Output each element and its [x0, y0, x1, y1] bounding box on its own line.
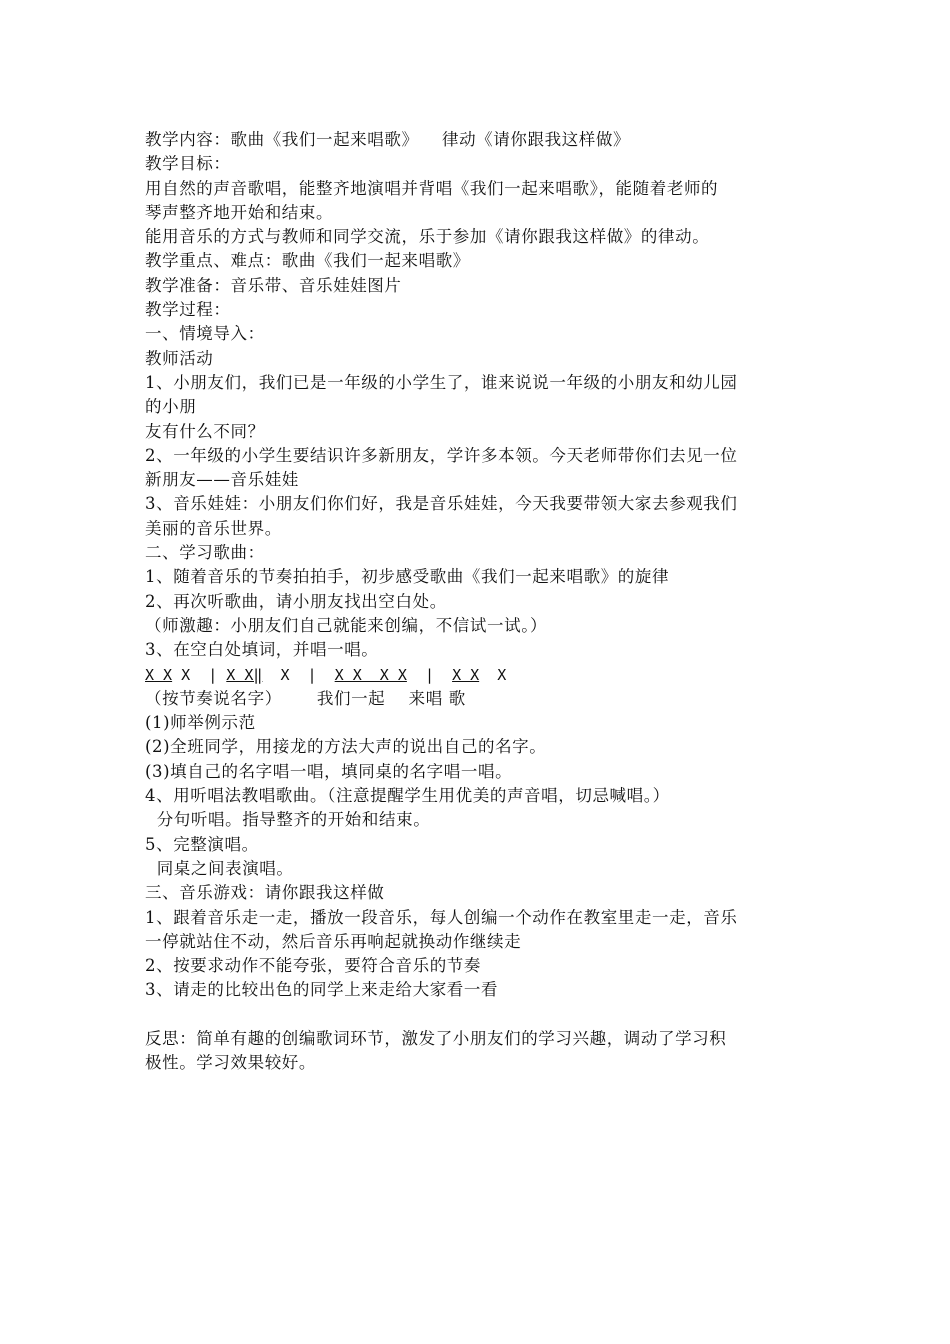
text-line: 5、完整演唱。 — [145, 834, 259, 854]
text-line: 教学准备：音乐带、音乐娃娃图片 — [145, 275, 402, 295]
text-line: 用自然的声音歌唱，能整齐地演唱并背唱《我们一起来唱歌》，能随着老师的 — [145, 178, 719, 198]
text-line: 4、用听唱法教唱歌曲。（注意提醒学生用优美的声音唱，切忌喊唱。） — [145, 786, 670, 806]
text-line: 同桌之间表演唱。 — [145, 858, 294, 878]
rhythm-group: | — [406, 665, 453, 684]
rhythm-group: X | — [172, 665, 227, 684]
text-line: 友有什么不同？ — [145, 421, 265, 441]
text-line: 琴声整齐地开始和结束。 — [145, 202, 334, 222]
text-line: 美丽的音乐世界。 — [145, 518, 282, 538]
text-line: 能用音乐的方式与教师和同学交流，乐于参加《请你跟我这样做》的律动。 — [145, 227, 710, 247]
text-line: 1、跟着音乐走一走，播放一段音乐，每人创编一个动作在教室里走一走，音乐 — [145, 907, 738, 927]
text-line: (2)全班同学，用接龙的方法大声的说出自己的名字。 — [145, 737, 547, 757]
text-line: 的小朋 — [145, 397, 197, 417]
text-line: 教学目标： — [145, 154, 231, 174]
rhythm-group: X X — [145, 665, 173, 684]
rhythm-group: X X‖ — [226, 665, 263, 684]
text-line: 1、小朋友们，我们已是一年级的小学生了，谁来说说一年级的小朋友和幼儿园 — [145, 372, 738, 392]
text-line: 新朋友——音乐娃娃 — [145, 470, 299, 490]
text-line: 教师活动 — [145, 348, 214, 368]
blank-line — [145, 1003, 815, 1027]
text-line: 3、请走的比较出色的同学上来走给大家看一看 — [145, 980, 499, 1000]
text-line: （按节奏说名字） 我们一起 来唱 歌 — [145, 688, 466, 708]
text-line: 1、随着音乐的节奏拍拍手，初步感受歌曲《我们一起来唱歌》的旋律 — [145, 567, 670, 587]
text-line: 3、音乐娃娃：小朋友们你们好，我是音乐娃娃，今天我要带领大家去参观我们 — [145, 494, 738, 514]
rhythm-group: X | — [262, 665, 335, 684]
text-line: 2、一年级的小学生要结识许多新朋友，学许多本领。今天老师带你们去见一位 — [145, 445, 738, 465]
text-line: 教学过程： — [145, 300, 231, 320]
text-line: 2、再次听歌曲，请小朋友找出空白处。 — [145, 591, 447, 611]
rhythm-group: X X X X — [334, 665, 407, 684]
text-line: 2、按要求动作不能夸张，要符合音乐的节奏 — [145, 956, 481, 976]
reflection-line: 反思：简单有趣的创编歌词环节，激发了小朋友们的学习兴趣，调动了学习积 — [145, 1028, 727, 1048]
text-line: 二、学习歌曲： — [145, 543, 265, 563]
lesson-plan-text — [145, 128, 815, 1076]
rhythm-group: X X — [452, 665, 480, 684]
text-line: 一、情境导入： — [145, 324, 265, 344]
text-line: 3、在空白处填词，并唱一唱。 — [145, 640, 379, 660]
text-line: 教学重点、难点：歌曲《我们一起来唱歌》 — [145, 251, 470, 271]
rhythm-notation — [145, 663, 815, 687]
text-line: (3)填自己的名字唱一唱，填同桌的名字唱一唱。 — [145, 761, 513, 781]
text-line: （师激趣：小朋友们自己就能来创编，不信试一试。） — [145, 615, 548, 635]
text-line: 一停就站住不动，然后音乐再响起就换动作继续走 — [145, 931, 522, 951]
text-line: 分句听唱。指导整齐的开始和结束。 — [145, 810, 431, 830]
text-line: 三、音乐游戏：请你跟我这样做 — [145, 883, 385, 903]
text-line: (1)师举例示范 — [145, 713, 256, 733]
rhythm-group: X — [479, 665, 507, 684]
text-line: 教学内容：歌曲《我们一起来唱歌》 律动《请你跟我这样做》 — [145, 130, 631, 149]
reflection-line: 极性。学习效果较好。 — [145, 1053, 316, 1073]
